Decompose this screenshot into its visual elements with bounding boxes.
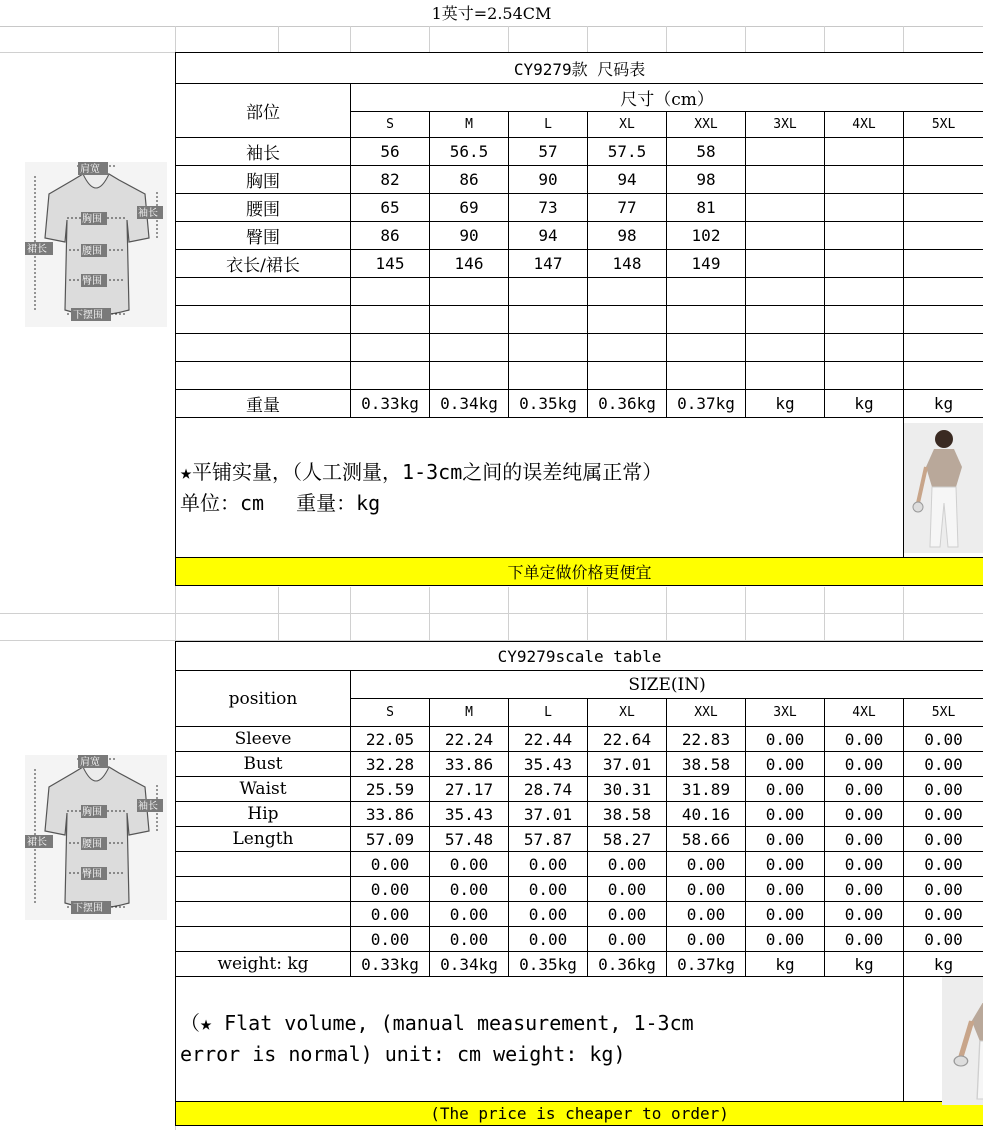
table-cell: 22.44 (509, 727, 588, 752)
size-header-cell: XXL (667, 112, 746, 138)
size-header-cell: 5XL (904, 112, 983, 138)
table-cell (904, 250, 983, 278)
table-cell (746, 250, 825, 278)
table-cell: 0.33kg (351, 952, 430, 977)
table-cell: 86 (430, 166, 509, 194)
table-cell: 0.37kg (667, 952, 746, 977)
table-cell (904, 278, 983, 306)
table-row (176, 777, 983, 802)
table-cell: 69 (430, 194, 509, 222)
table-cell: 57.5 (588, 138, 667, 166)
dress-measurement-diagram (25, 162, 167, 327)
table-cell: kg (825, 952, 904, 977)
table-cell: 37.01 (588, 752, 667, 777)
table-cell: 0.34kg (430, 390, 509, 418)
table-cell: 0.00 (825, 727, 904, 752)
note-line-1: ★平铺实量，（人工测量，1-3cm之间的误差纯属正常） (180, 459, 663, 484)
table-cell: 0.00 (904, 777, 983, 802)
table-cell: 0.36kg (588, 952, 667, 977)
size-header-cell: XL (588, 112, 667, 138)
table-cell (430, 278, 509, 306)
size-header-cell: L (509, 699, 588, 727)
table-cell: 0.00 (746, 852, 825, 877)
table-cell: 22.24 (430, 727, 509, 752)
table-cell (509, 278, 588, 306)
note-line-1: （★ Flat volume, (manual measurement, 1-3cm (180, 1011, 694, 1035)
table-cell: 0.00 (746, 927, 825, 952)
figure-label-waist: 腰围 (82, 246, 102, 257)
table-cell: 38.58 (588, 802, 667, 827)
table-cell: 81 (667, 194, 746, 222)
table-cell: 0.00 (904, 852, 983, 877)
table-cell (588, 334, 667, 362)
table-cell (746, 334, 825, 362)
row-label: Length (176, 827, 351, 852)
table-title: CY9279scale table (176, 642, 983, 671)
table-row (176, 752, 983, 777)
table-cell: 57.48 (430, 827, 509, 852)
row-label: Sleeve (176, 727, 351, 752)
table-cell: kg (904, 952, 983, 977)
table-row (176, 138, 983, 166)
size-table-inch (175, 641, 983, 1126)
size-header-cell: M (430, 699, 509, 727)
figure-label-sleeve: 袖长 (138, 208, 158, 219)
table-row (176, 927, 983, 952)
figure-label-shoulder: 肩宽 (80, 164, 100, 175)
table-cell: 0.00 (351, 852, 430, 877)
promo-banner: (The price is cheaper to order) (176, 1102, 983, 1126)
size-header-cell: S (351, 112, 430, 138)
table-cell: 32.28 (351, 752, 430, 777)
spacer-row (0, 26, 983, 53)
table-cell: 0.00 (746, 752, 825, 777)
figure-label-hip: 臀围 (82, 276, 102, 287)
table-cell (667, 278, 746, 306)
table-cell (588, 362, 667, 390)
table-cell: 0.00 (825, 777, 904, 802)
size-header-cell: 5XL (904, 699, 983, 727)
table-cell (351, 278, 430, 306)
table-row (176, 877, 983, 902)
table-cell (825, 334, 904, 362)
table-cell: 56 (351, 138, 430, 166)
table-cell: 0.00 (825, 852, 904, 877)
table-cell: 0.00 (667, 852, 746, 877)
table-row (176, 166, 983, 194)
table-cell: 0.00 (904, 752, 983, 777)
size-header-cell: S (351, 699, 430, 727)
table-cell (904, 138, 983, 166)
figure-label-length: 裙长 (27, 244, 47, 255)
table-row (176, 802, 983, 827)
table-cell (509, 362, 588, 390)
table-cell (746, 278, 825, 306)
table-cell: 0.00 (588, 877, 667, 902)
table-cell: 30.31 (588, 777, 667, 802)
row-label: 臀围 (176, 222, 351, 250)
part-header: 部位 (176, 84, 351, 138)
table-cell (904, 362, 983, 390)
table-cell: 0.00 (904, 877, 983, 902)
table-row (176, 852, 983, 877)
table-cell: 0.00 (588, 927, 667, 952)
table-cell (904, 334, 983, 362)
table-cell: 56.5 (430, 138, 509, 166)
table-cell: 40.16 (667, 802, 746, 827)
table-cell: 35.43 (509, 752, 588, 777)
figure-label-shoulder: 肩宽 (80, 757, 100, 768)
table-cell: 0.00 (904, 827, 983, 852)
table-cell: 90 (509, 166, 588, 194)
table-cell (430, 362, 509, 390)
table-cell: 0.00 (825, 927, 904, 952)
table-cell: 0.00 (746, 902, 825, 927)
row-label: 袖长 (176, 138, 351, 166)
table-row (176, 250, 983, 278)
table-row (176, 334, 983, 362)
size-header-cell: 3XL (746, 699, 825, 727)
table-row (176, 278, 983, 306)
table-cell: 0.00 (746, 727, 825, 752)
table-cell: 65 (351, 194, 430, 222)
table-cell: 0.00 (746, 802, 825, 827)
table-cell: 0.00 (430, 852, 509, 877)
measurement-note (176, 977, 904, 1102)
spacer-row (0, 614, 983, 641)
table-cell: 0.00 (430, 877, 509, 902)
table-row (176, 362, 983, 390)
note-line-2: error is normal) unit: cm weight: kg) (180, 1042, 626, 1066)
table-cell: 0.00 (509, 877, 588, 902)
table-cell: 57.87 (509, 827, 588, 852)
table-cell: 0.35kg (509, 390, 588, 418)
row-label: 腰围 (176, 194, 351, 222)
table-row (176, 222, 983, 250)
table-cell: 0.33kg (351, 390, 430, 418)
size-header-cell: 4XL (825, 112, 904, 138)
table-cell (746, 138, 825, 166)
table-cell: 90 (430, 222, 509, 250)
table-cell (904, 222, 983, 250)
table-cell: kg (904, 390, 983, 418)
table-cell: 31.89 (667, 777, 746, 802)
table-cell (588, 306, 667, 334)
table-row (176, 952, 983, 977)
table-cell (351, 334, 430, 362)
table-cell: 0.00 (825, 802, 904, 827)
size-header-cell: XXL (667, 699, 746, 727)
table-cell (904, 166, 983, 194)
table-cell: 94 (509, 222, 588, 250)
dress-measurement-diagram (25, 755, 167, 920)
table-cell: 0.00 (746, 777, 825, 802)
table-cell: 0.00 (825, 902, 904, 927)
table-cell: 0.37kg (667, 390, 746, 418)
table-cell: 73 (509, 194, 588, 222)
table-cell (667, 334, 746, 362)
table-cell: 22.05 (351, 727, 430, 752)
figure-label-hem: 下摆围 (73, 903, 103, 914)
part-header: position (176, 671, 351, 727)
table-cell: kg (746, 952, 825, 977)
table-cell (746, 166, 825, 194)
table-cell: 149 (667, 250, 746, 278)
figure-label-hem: 下摆围 (73, 310, 103, 321)
table-cell: 22.64 (588, 727, 667, 752)
table-cell: 0.00 (667, 927, 746, 952)
size-header-cell: M (430, 112, 509, 138)
table-cell: 102 (667, 222, 746, 250)
table-cell (825, 306, 904, 334)
table-cell: 82 (351, 166, 430, 194)
row-label (176, 852, 351, 877)
table-cell (904, 194, 983, 222)
table-cell: 0.36kg (588, 390, 667, 418)
size-header-cell: XL (588, 699, 667, 727)
table-cell: 0.00 (825, 752, 904, 777)
table-cell: 37.01 (509, 802, 588, 827)
row-label (176, 877, 351, 902)
table-cell (825, 222, 904, 250)
table-cell: 0.00 (430, 927, 509, 952)
table-cell: 33.86 (351, 802, 430, 827)
row-label: 重量 (176, 390, 351, 418)
figure-label-length: 裙长 (27, 837, 47, 848)
table-row (176, 390, 983, 418)
figure-label-hip: 臀围 (82, 869, 102, 880)
row-label (176, 362, 351, 390)
table-cell: 0.00 (825, 877, 904, 902)
table-cell (825, 138, 904, 166)
table-cell: 0.00 (667, 902, 746, 927)
table-cell (904, 306, 983, 334)
table-cell (430, 306, 509, 334)
table-cell (430, 334, 509, 362)
table-cell: 0.00 (667, 877, 746, 902)
table-cell: 0.00 (351, 877, 430, 902)
table-cell (746, 306, 825, 334)
table-cell: 86 (351, 222, 430, 250)
table-cell: 35.43 (430, 802, 509, 827)
table-cell: 0.00 (904, 902, 983, 927)
table-cell (825, 166, 904, 194)
table-cell: 77 (588, 194, 667, 222)
table-cell (509, 334, 588, 362)
product-photo-cell (904, 977, 983, 1102)
table-row (176, 902, 983, 927)
figure-label-waist: 腰围 (82, 839, 102, 850)
figure-label-sleeve: 袖长 (138, 801, 158, 812)
figure-label-bust: 胸围 (82, 214, 102, 225)
table-cell: 0.00 (509, 927, 588, 952)
table-row (176, 306, 983, 334)
table-cell: 22.83 (667, 727, 746, 752)
table-cell (746, 362, 825, 390)
table-cell: 0.00 (351, 902, 430, 927)
table-cell (825, 194, 904, 222)
table-cell: kg (825, 390, 904, 418)
table-cell: 0.00 (430, 902, 509, 927)
unit-header: SIZE(IN) (351, 671, 983, 699)
table-cell: 98 (667, 166, 746, 194)
row-label: Bust (176, 752, 351, 777)
row-label: weight: kg (176, 952, 351, 977)
model-photo (904, 423, 983, 553)
table-cell (746, 222, 825, 250)
measurement-note (176, 418, 904, 558)
table-cell: 148 (588, 250, 667, 278)
row-label (176, 927, 351, 952)
table-cell: 0.00 (746, 827, 825, 852)
row-label (176, 902, 351, 927)
row-label: Hip (176, 802, 351, 827)
table-cell: 0.00 (746, 877, 825, 902)
table-cell: 33.86 (430, 752, 509, 777)
size-header-cell: 4XL (825, 699, 904, 727)
table-row (176, 727, 983, 752)
table-title: CY9279款 尺码表 (176, 53, 983, 84)
row-label (176, 306, 351, 334)
table-cell: 146 (430, 250, 509, 278)
table-cell: 58.66 (667, 827, 746, 852)
unit-conversion-title: 1英寸=2.54CM (431, 4, 552, 23)
table-cell: 94 (588, 166, 667, 194)
table-cell: 0.00 (588, 902, 667, 927)
table-row (176, 827, 983, 852)
table-cell (825, 250, 904, 278)
table-cell: 0.00 (904, 927, 983, 952)
table-cell: kg (746, 390, 825, 418)
size-header-cell: 3XL (746, 112, 825, 138)
table-cell (746, 194, 825, 222)
product-photo-cell (904, 418, 983, 558)
table-cell: 0.00 (509, 852, 588, 877)
table-cell: 0.00 (904, 727, 983, 752)
table-cell: 98 (588, 222, 667, 250)
table-cell: 0.00 (825, 827, 904, 852)
spacer-row (0, 587, 983, 614)
table-cell (825, 278, 904, 306)
row-label (176, 334, 351, 362)
table-cell (667, 306, 746, 334)
table-cell: 28.74 (509, 777, 588, 802)
table-cell: 57 (509, 138, 588, 166)
table-cell (351, 362, 430, 390)
promo-banner: 下单定做价格更便宜 (176, 558, 983, 586)
size-table-cm (175, 52, 983, 586)
table-cell (667, 362, 746, 390)
table-cell: 0.00 (351, 927, 430, 952)
table-cell: 0.00 (588, 852, 667, 877)
table-cell: 58.27 (588, 827, 667, 852)
table-cell: 0.34kg (430, 952, 509, 977)
row-label: Waist (176, 777, 351, 802)
table-cell: 58 (667, 138, 746, 166)
table-cell (509, 306, 588, 334)
table-cell: 25.59 (351, 777, 430, 802)
unit-header: 尺寸（cm） (351, 84, 983, 112)
row-label (176, 278, 351, 306)
table-cell: 0.35kg (509, 952, 588, 977)
table-cell: 57.09 (351, 827, 430, 852)
table-row (176, 194, 983, 222)
table-cell: 0.00 (904, 802, 983, 827)
table-cell: 0.00 (509, 902, 588, 927)
table-cell (588, 278, 667, 306)
table-cell: 27.17 (430, 777, 509, 802)
note-line-2: 单位：cm 重量：kg (180, 490, 381, 515)
row-label: 衣长/裙长 (176, 250, 351, 278)
table-cell (825, 362, 904, 390)
table-cell: 145 (351, 250, 430, 278)
model-photo (942, 977, 983, 1105)
size-header-cell: L (509, 112, 588, 138)
table-cell: 38.58 (667, 752, 746, 777)
row-label: 胸围 (176, 166, 351, 194)
figure-label-bust: 胸围 (82, 807, 102, 818)
table-cell: 147 (509, 250, 588, 278)
table-cell (351, 306, 430, 334)
